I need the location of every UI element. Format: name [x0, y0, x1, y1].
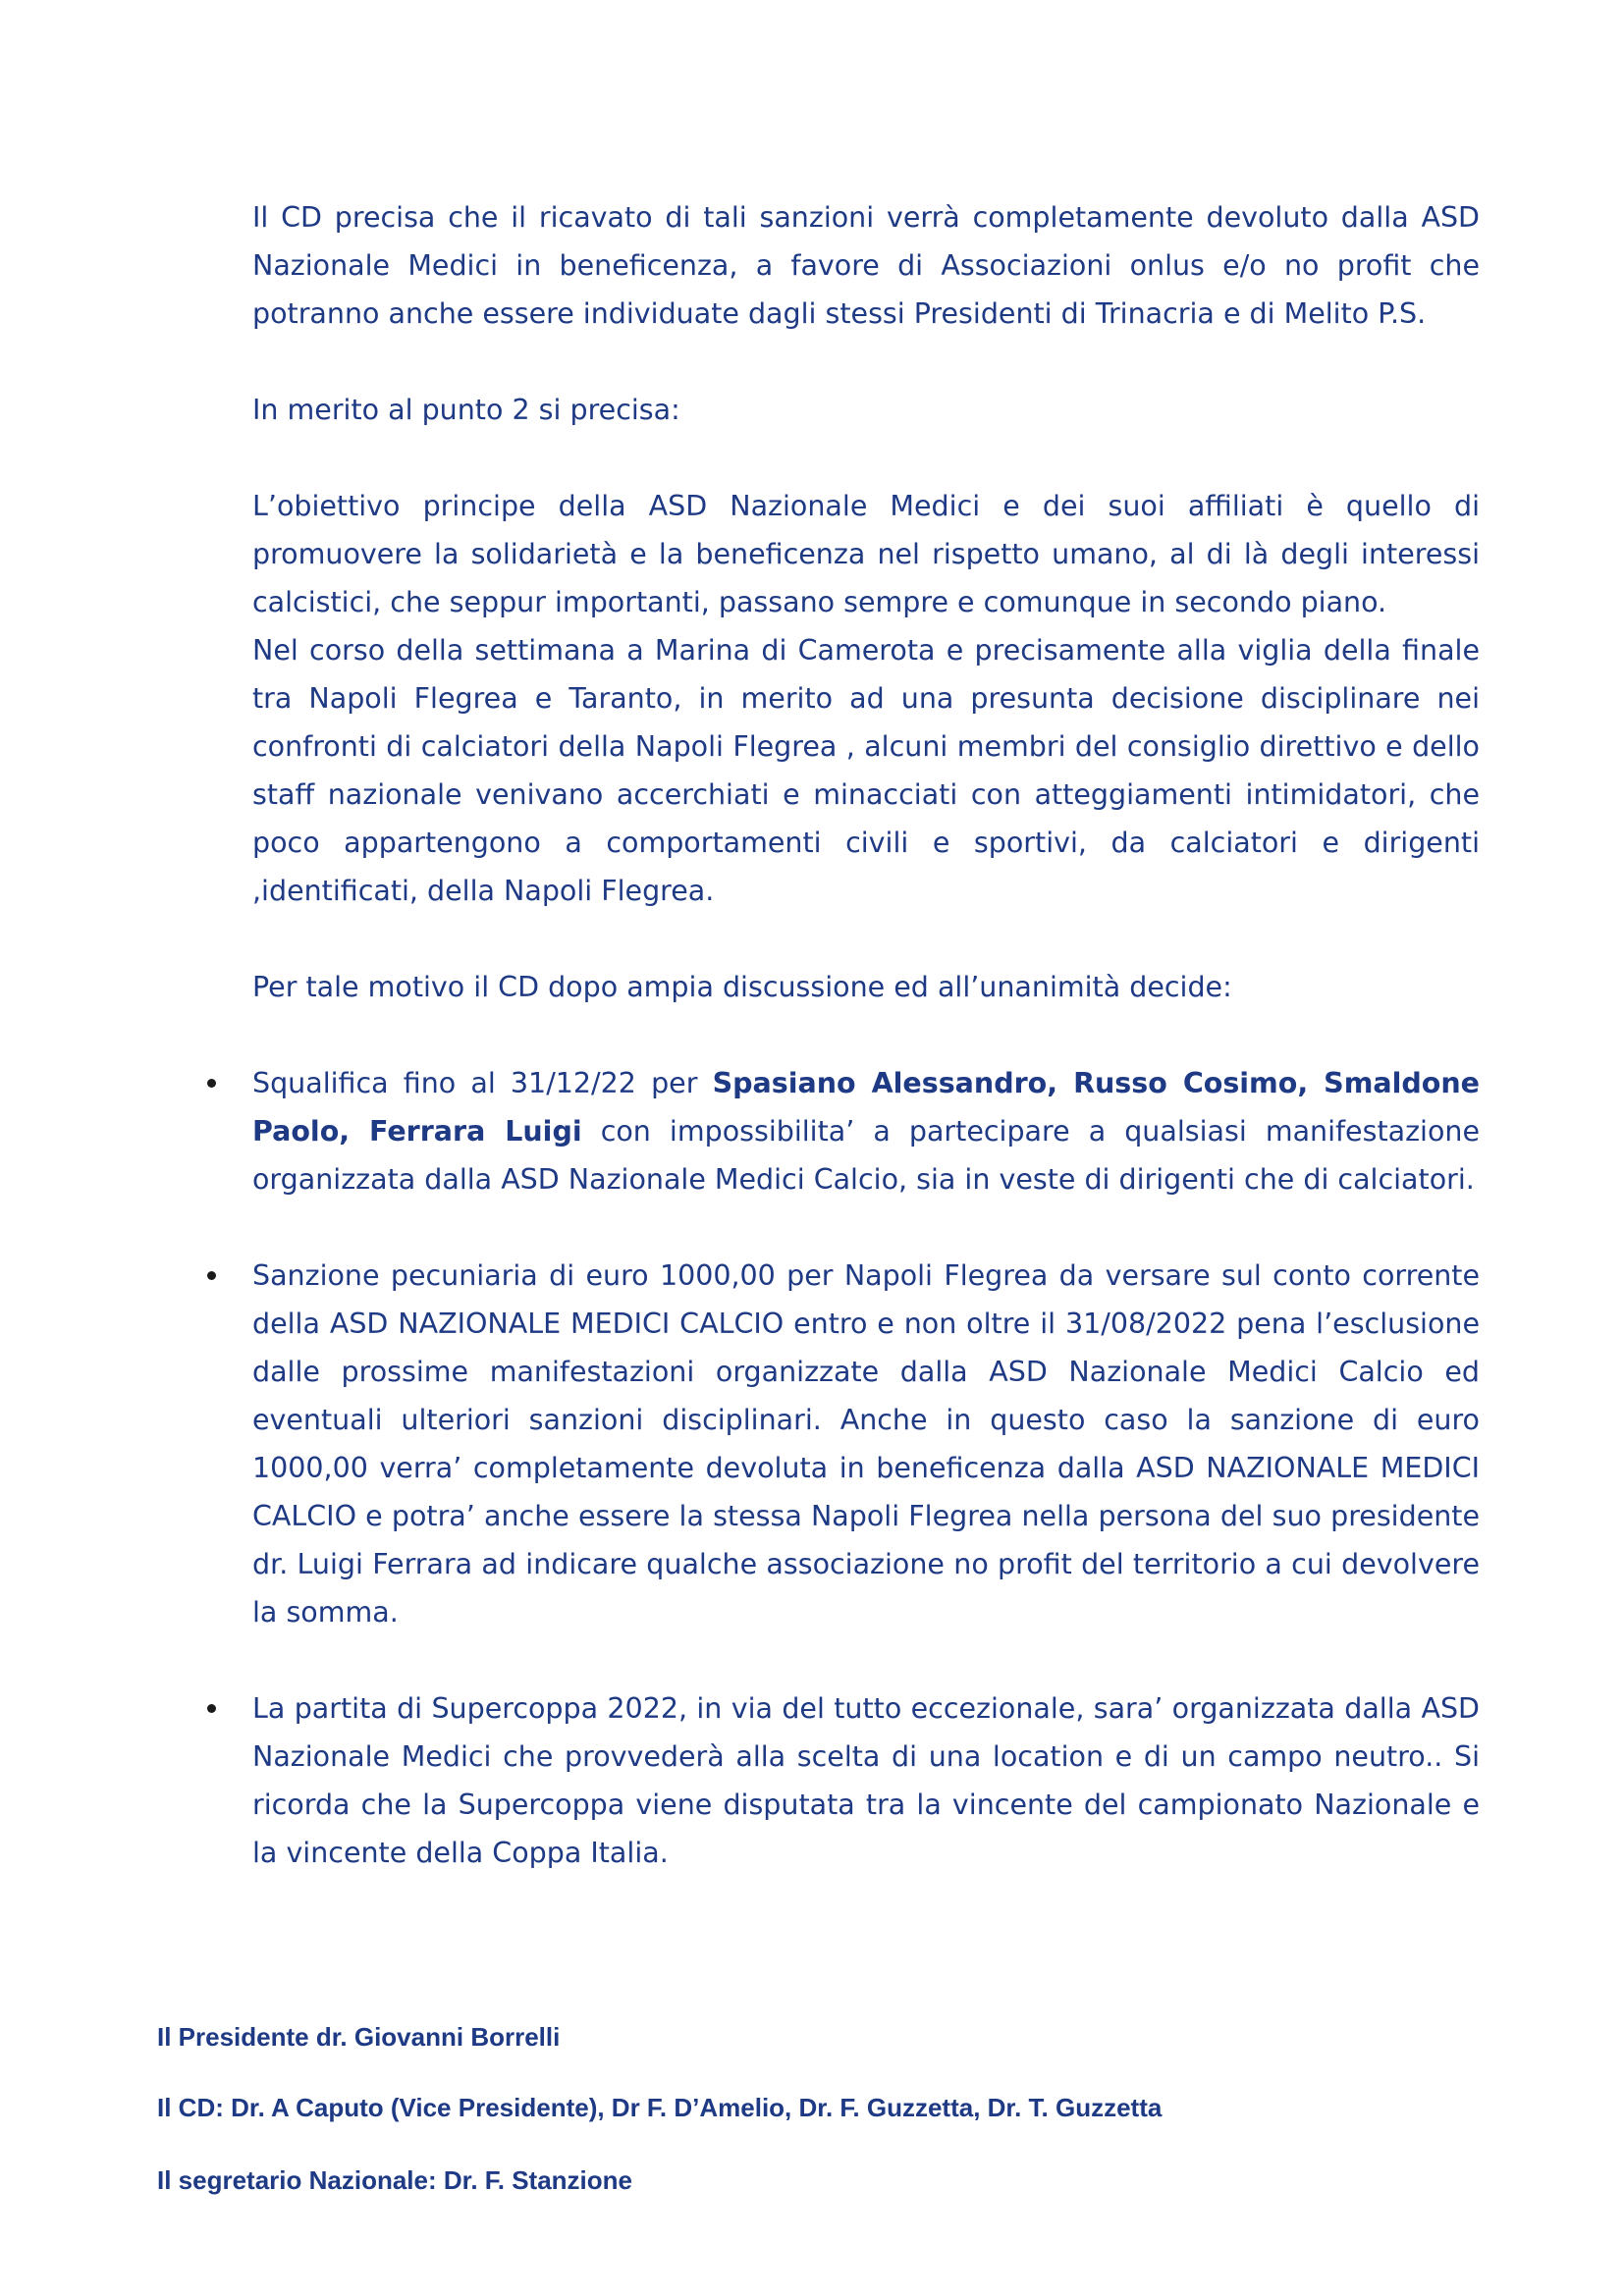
- bullet-icon: [207, 1079, 216, 1088]
- fine-text: Sanzione pecuniaria di euro 1000,00 per Napoli Flegrea da versare sul conto corrente della ASD NAZIONALE MEDICI CALCIO entro e non oltre il 31/08/2022 pena l’esclusione dalle prossime manifestazioni organizzate dalla ASD Nazionale Medici Calcio ed eventuali ulteriori sanzioni disciplinari. Anche in questo caso la sanzione di euro 1000,00 verra’ completamente devoluta in beneficenza dalla ASD NAZIONALE MEDICI CALCIO e potra’ anche essere la stessa Napoli Flegrea nella persona del suo presidente dr. Luigi Ferrara ad indicare qualche associazione no profit del territorio a cui devolvere la somma.: [252, 1259, 1480, 1629]
- decision-item-suspension: [252, 1059, 1480, 1203]
- paragraph-point-2-intro: In merito al punto 2 si precisa:: [252, 394, 680, 426]
- paragraph-objective: L’obiettivo principe della ASD Nazionale Medici e dei suoi affiliati è quello di promuovere la solidarietà e la beneficenza nel rispetto umano, al di là degli interessi calcistici, che seppur importanti, passano sempre e comunque in secondo piano.: [252, 490, 1480, 618]
- suspension-prefix: Squalifica fino al 31/12/22 per: [252, 1067, 713, 1099]
- bullet-icon: [207, 1271, 216, 1280]
- signature-president: Il Presidente dr. Giovanni Borrelli: [157, 2022, 561, 2052]
- document-body: [252, 193, 1480, 1877]
- bullet-icon: [207, 1704, 216, 1713]
- paragraph-events: Nel corso della settimana a Marina di Camerota e precisamente alla viglia della finale tra Napoli Flegrea e Taranto, in merito ad una presunta decisione disciplinare nei confronti di calciatori della Napoli Flegrea , alcuni membri del consiglio direttivo e dello staff nazionale venivano accerchiati e minacciati con atteggiamenti intimidatori, che poco appartengono a comportamenti civili e sportivi, da calciatori e dirigenti ,identificati, della Napoli Flegrea.: [252, 634, 1480, 907]
- paragraph-proceeds: Il CD precisa che il ricavato di tali sanzioni verrà completamente devoluto dalla ASD Nazionale Medici in beneficenza, a favore di Associazioni onlus e/o no profit che potranno anche essere individuate dagli stessi Presidenti di Trinacria e di Melito P.S.: [252, 201, 1480, 330]
- supercup-text: La partita di Supercoppa 2022, in via del tutto eccezionale, sara’ organizzata dalla ASD Nazionale Medici che provvederà alla scelta di una location e di un campo neutro.. Si ricorda che la Supercoppa viene disputata tra la vincente del campionato Nazionale e la vincente della Coppa Italia.: [252, 1692, 1480, 1869]
- decision-list: [252, 1059, 1480, 1877]
- signature-cd: Il CD: Dr. A Caputo (Vice Presidente), Dr F. D’Amelio, Dr. F. Guzzetta, Dr. T. Guzzetta: [157, 2093, 1163, 2122]
- decision-item-fine: [252, 1252, 1480, 1636]
- suspended-names: Spasiano Alessandro, Russo Cosimo, Smaldone Paolo, Ferrara Luigi: [252, 1067, 1480, 1148]
- decision-item-supercup: [252, 1684, 1480, 1877]
- paragraph-decision-intro: Per tale motivo il CD dopo ampia discussione ed all’unanimità decide:: [252, 971, 1232, 1003]
- signature-secretary: Il segretario Nazionale: Dr. F. Stanzione: [157, 2165, 633, 2195]
- suspension-suffix: con impossibilita’ a partecipare a qualsiasi manifestazione organizzata dalla ASD Nazionale Medici Calcio, sia in veste di dirigenti che di calciatori.: [252, 1115, 1480, 1196]
